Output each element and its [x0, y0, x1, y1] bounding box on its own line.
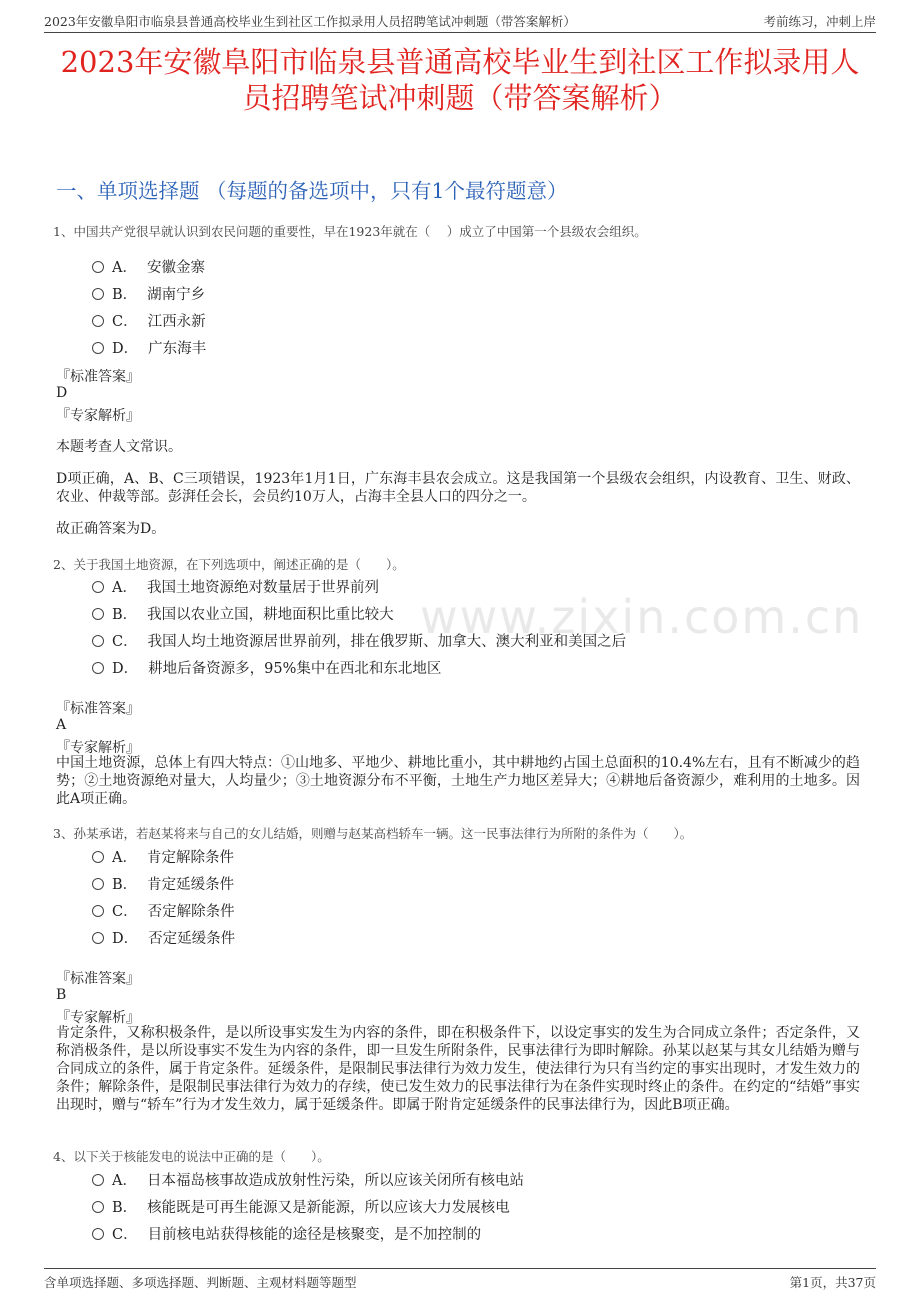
- option-1a[interactable]: A． 安徽金寨: [92, 256, 205, 276]
- radio-icon[interactable]: [92, 581, 104, 593]
- option-1c[interactable]: C． 江西永新: [92, 310, 206, 330]
- answer-value-3: B: [56, 987, 67, 1003]
- question-stem-3: 3、孙某承诺，若赵某将来与自己的女儿结婚，则赠与赵某高档轿车一辆。这一民事法律行为所附的条件为（ ）。: [53, 826, 693, 841]
- section-heading: 一、单项选择题 （每题的备选项中，只有1个最符题意）: [56, 179, 568, 203]
- option-1b[interactable]: B． 湖南宁乡: [92, 283, 205, 303]
- option-4b[interactable]: B． 核能既是可再生能源又是新能源，所以应该大力发展核电: [92, 1196, 510, 1216]
- option-3b[interactable]: B． 肯定延缓条件: [92, 873, 234, 893]
- page-number: 第1页，共37页: [789, 1275, 876, 1290]
- radio-icon[interactable]: [92, 662, 104, 674]
- analysis-3-p1: 肯定条件，又称积极条件，是以所设事实发生为内容的条件，即在积极条件下，以设定事实的发生为合同成立条件；否定条件，又称消极条件，是以所设事实不发生为内容的条件，即一旦发生所附条件，民事法律行为即时解除。孙某以赵某与其女儿结婚为赠与合同成立的条件，属于肯定条件。延缓条件，是限制民事法律行为效力发生，使法律行为只有当约定的事实出现时，才发生效力的条件；解除条件，是限制民事法律行为效力的存续，使已发生效力的民事法律行为在条件实现时终止的条件。在约定的“结婚”事实出现时，赠与“轿车”行为才发生效力，属于延缓条件。即属于附肯定延缓条件的民事法律行为，因此B项正确。: [56, 1025, 860, 1113]
- radio-icon[interactable]: [92, 932, 104, 944]
- option-3d[interactable]: D． 否定延缓条件: [92, 927, 235, 947]
- radio-icon[interactable]: [92, 288, 104, 300]
- analysis-label: 『专家解析』: [56, 740, 140, 756]
- radio-icon[interactable]: [92, 851, 104, 863]
- watermark: www.zixin.com.cn: [420, 590, 864, 644]
- answer-value-2: A: [56, 717, 67, 733]
- answer-label: 『标准答案』: [56, 369, 140, 385]
- option-4c[interactable]: C． 目前核电站获得核能的途径是核聚变，是不加控制的: [92, 1223, 481, 1243]
- header-title: 2023年安徽阜阳市临泉县普通高校毕业生到社区工作拟录用人员招聘笔试冲刺题（带答案解析）: [44, 14, 576, 29]
- analysis-2-p1: 中国土地资源，总体上有四大特点：①山地多、平地少、耕地比重小，其中耕地约占国土总面积的10.4%左右，且有不断减少的趋势；②土地资源绝对量大，人均量少；③土地资源分布不平衡，土地生产力地区差异大；④耕地后备资源少，难利用的土地多。因此A项正确。: [56, 755, 860, 807]
- page-header: [44, 10, 876, 33]
- option-3c[interactable]: C． 否定解除条件: [92, 900, 235, 920]
- option-2b[interactable]: B． 我国以农业立国，耕地面积比重比较大: [92, 603, 394, 623]
- analysis-label: 『专家解析』: [56, 1010, 140, 1026]
- option-1d[interactable]: D． 广东海丰: [92, 337, 206, 357]
- radio-icon[interactable]: [92, 1174, 104, 1186]
- analysis-label: 『专家解析』: [56, 408, 140, 424]
- option-2c[interactable]: C． 我国人均土地资源居世界前列，排在俄罗斯、加拿大、澳大利亚和美国之后: [92, 630, 626, 650]
- header-slogan: 考前练习，冲刺上岸: [763, 14, 876, 29]
- page-footer: [44, 1268, 876, 1291]
- radio-icon[interactable]: [92, 342, 104, 354]
- radio-icon[interactable]: [92, 1201, 104, 1213]
- analysis-1-p1: 本题考查人文常识。: [56, 439, 182, 455]
- radio-icon[interactable]: [92, 635, 104, 647]
- radio-icon[interactable]: [92, 878, 104, 890]
- radio-icon[interactable]: [92, 608, 104, 620]
- radio-icon[interactable]: [92, 261, 104, 273]
- radio-icon[interactable]: [92, 315, 104, 327]
- title-line-2: 员招聘笔试冲刺题（带答案解析）: [242, 81, 678, 115]
- footer-note: 含单项选择题、多项选择题、判断题、主观材料题等题型: [44, 1275, 357, 1290]
- analysis-1-p2: D项正确，A、B、C三项错误，1923年1月1日，广东海丰县农会成立。这是我国第一个县级农会组织，内设教育、卫生、财政、农业、仲裁等部。彭湃任会长，会员约10万人，占海丰全县人口的四分之一。: [56, 471, 860, 505]
- answer-label: 『标准答案』: [56, 971, 140, 987]
- answer-label: 『标准答案』: [56, 701, 140, 717]
- option-3a[interactable]: A． 肯定解除条件: [92, 846, 234, 866]
- question-stem-4: 4、以下关于核能发电的说法中正确的是（ ）。: [53, 1149, 330, 1164]
- document-title: [40, 44, 880, 116]
- option-4a[interactable]: A． 日本福岛核事故造成放射性污染，所以应该关闭所有核电站: [92, 1169, 524, 1189]
- question-stem-2: 2、关于我国土地资源，在下列选项中，阐述正确的是（ ）。: [53, 557, 405, 572]
- question-stem-1: 1、中国共产党很早就认识到农民问题的重要性，早在1923年就在（ ）成立了中国第一个县级农会组织。: [53, 224, 647, 239]
- analysis-1-p3: 故正确答案为D。: [56, 521, 166, 537]
- radio-icon[interactable]: [92, 905, 104, 917]
- title-line-1: 2023年安徽阜阳市临泉县普通高校毕业生到社区工作拟录用人: [60, 45, 860, 79]
- option-2d[interactable]: D． 耕地后备资源多，95%集中在西北和东北地区: [92, 657, 441, 677]
- option-2a[interactable]: A． 我国土地资源绝对数量居于世界前列: [92, 576, 379, 596]
- radio-icon[interactable]: [92, 1228, 104, 1240]
- answer-value-1: D: [56, 385, 68, 401]
